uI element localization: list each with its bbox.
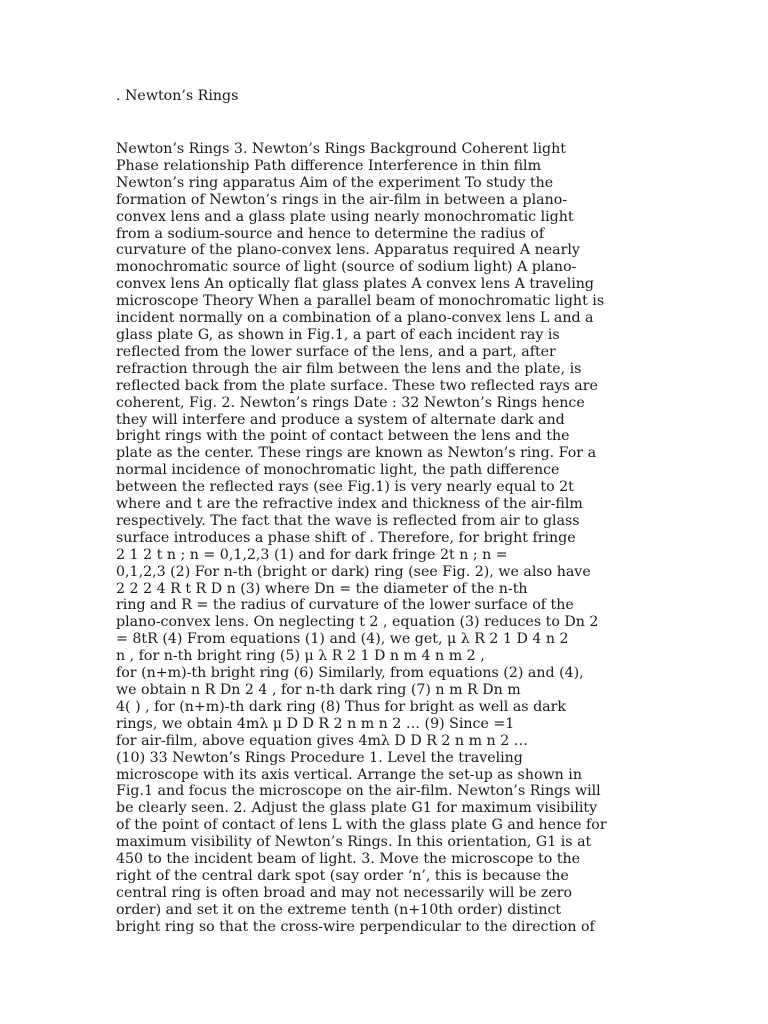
body-line: = 8tR (4) From equations (1) and (4), we get, μ λ R 2 1 D 4 n 2: [116, 631, 569, 648]
body-line: normal incidence of monochromatic light, the path difference: [116, 462, 560, 479]
body-line: Fig.1 and focus the microscope on the air-film. Newton’s Rings will: [116, 783, 601, 800]
body-line: 2 1 2 t n ; n = 0,1,2,3 (1) and for dark fringe 2t n ; n =: [116, 546, 508, 563]
body-line: curvature of the plano-convex lens. Apparatus required A nearly: [116, 242, 580, 259]
body-line: surface introduces a phase shift of . Therefore, for bright fringe: [116, 529, 576, 546]
body-line: order) and set it on the extreme tenth (n+10th order) distinct: [116, 901, 562, 918]
body-line: between the reflected rays (see Fig.1) is very nearly equal to 2t: [116, 479, 574, 496]
body-line: for air-film, above equation gives 4mλ D D R 2 n m n 2 …: [116, 732, 528, 749]
body-line: 2 2 2 4 R t R D n (3) where Dn = the diameter of the n-th: [116, 580, 528, 597]
body-line: respectively. The fact that the wave is reflected from air to glass: [116, 512, 580, 529]
document-title: . Newton’s Rings: [116, 88, 239, 104]
body-line: for (n+m)-th bright ring (6) Similarly, from equations (2) and (4),: [116, 665, 584, 682]
body-line: convex lens and a glass plate using nearly monochromatic light: [116, 208, 574, 225]
body-line: plate as the center. These rings are known as Newton’s ring. For a: [116, 445, 597, 462]
body-line: bright ring so that the cross-wire perpendicular to the direction of: [116, 918, 595, 935]
body-line: monochromatic source of light (source of sodium light) A plano-: [116, 259, 577, 276]
body-line: formation of Newton’s rings in the air-film in between a plano-: [116, 191, 568, 208]
body-line: convex lens An optically flat glass plates A convex lens A traveling: [116, 276, 594, 293]
body-line: coherent, Fig. 2. Newton’s rings Date : 32 Newton’s Rings hence: [116, 394, 585, 411]
body-line: 0,1,2,3 (2) For n-th (bright or dark) ring (see Fig. 2), we also have: [116, 563, 591, 580]
body-line: plano-convex lens. On neglecting t 2 , equation (3) reduces to Dn 2: [116, 614, 599, 631]
body-line: ring and R = the radius of curvature of the lower surface of the: [116, 597, 574, 614]
body-line: 4( ) , for (n+m)-th dark ring (8) Thus for bright as well as dark: [116, 698, 566, 715]
body-line: they will interfere and produce a system of alternate dark and: [116, 411, 565, 428]
body-line: 450 to the incident beam of light. 3. Move the microscope to the: [116, 851, 581, 868]
body-line: rings, we obtain 4mλ μ D D R 2 n m n 2 … (9) Since =1: [116, 715, 515, 732]
body-line: bright rings with the point of contact between the lens and the: [116, 428, 570, 445]
body-line: Newton’s ring apparatus Aim of the experiment To study the: [116, 174, 554, 191]
body-line: refraction through the air film between the lens and the plate, is: [116, 360, 582, 377]
body-line: of the point of contact of lens L with the glass plate G and hence for: [116, 817, 607, 834]
document-body: [116, 141, 656, 936]
body-line: be clearly seen. 2. Adjust the glass plate G1 for maximum visibility: [116, 800, 598, 817]
body-line: from a sodium-source and hence to determine the radius of: [116, 225, 545, 242]
body-line: microscope Theory When a parallel beam of monochromatic light is: [116, 293, 605, 310]
body-line: (10) 33 Newton’s Rings Procedure 1. Level the traveling: [116, 749, 523, 766]
body-line: Phase relationship Path difference Interference in thin film: [116, 157, 542, 174]
body-line: we obtain n R Dn 2 4 , for n-th dark ring (7) n m R Dn m: [116, 682, 521, 698]
body-line: right of the central dark spot (say order ‘n’, this is because the: [116, 867, 569, 884]
document-page: [116, 86, 656, 936]
body-line: central ring is often broad and may not necessarily will be zero: [116, 884, 573, 901]
body-line: reflected from the lower surface of the lens, and a part, after: [116, 343, 556, 360]
body-line: where and t are the refractive index and thickness of the air-film: [116, 496, 583, 513]
body-line: n , for n-th bright ring (5) μ λ R 2 1 D n m 4 n m 2 ,: [116, 648, 485, 665]
body-line: Newton’s Rings 3. Newton’s Rings Background Coherent light: [116, 141, 566, 157]
body-line: glass plate G, as shown in Fig.1, a part of each incident ray is: [116, 326, 560, 343]
body-line: incident normally on a combination of a plano-convex lens L and a: [116, 310, 594, 327]
body-line: maximum visibility of Newton’s Rings. In this orientation, G1 is at: [116, 834, 592, 851]
body-line: microscope with its axis vertical. Arrange the set-up as shown in: [116, 766, 582, 783]
body-line: reflected back from the plate surface. These two reflected rays are: [116, 377, 598, 394]
